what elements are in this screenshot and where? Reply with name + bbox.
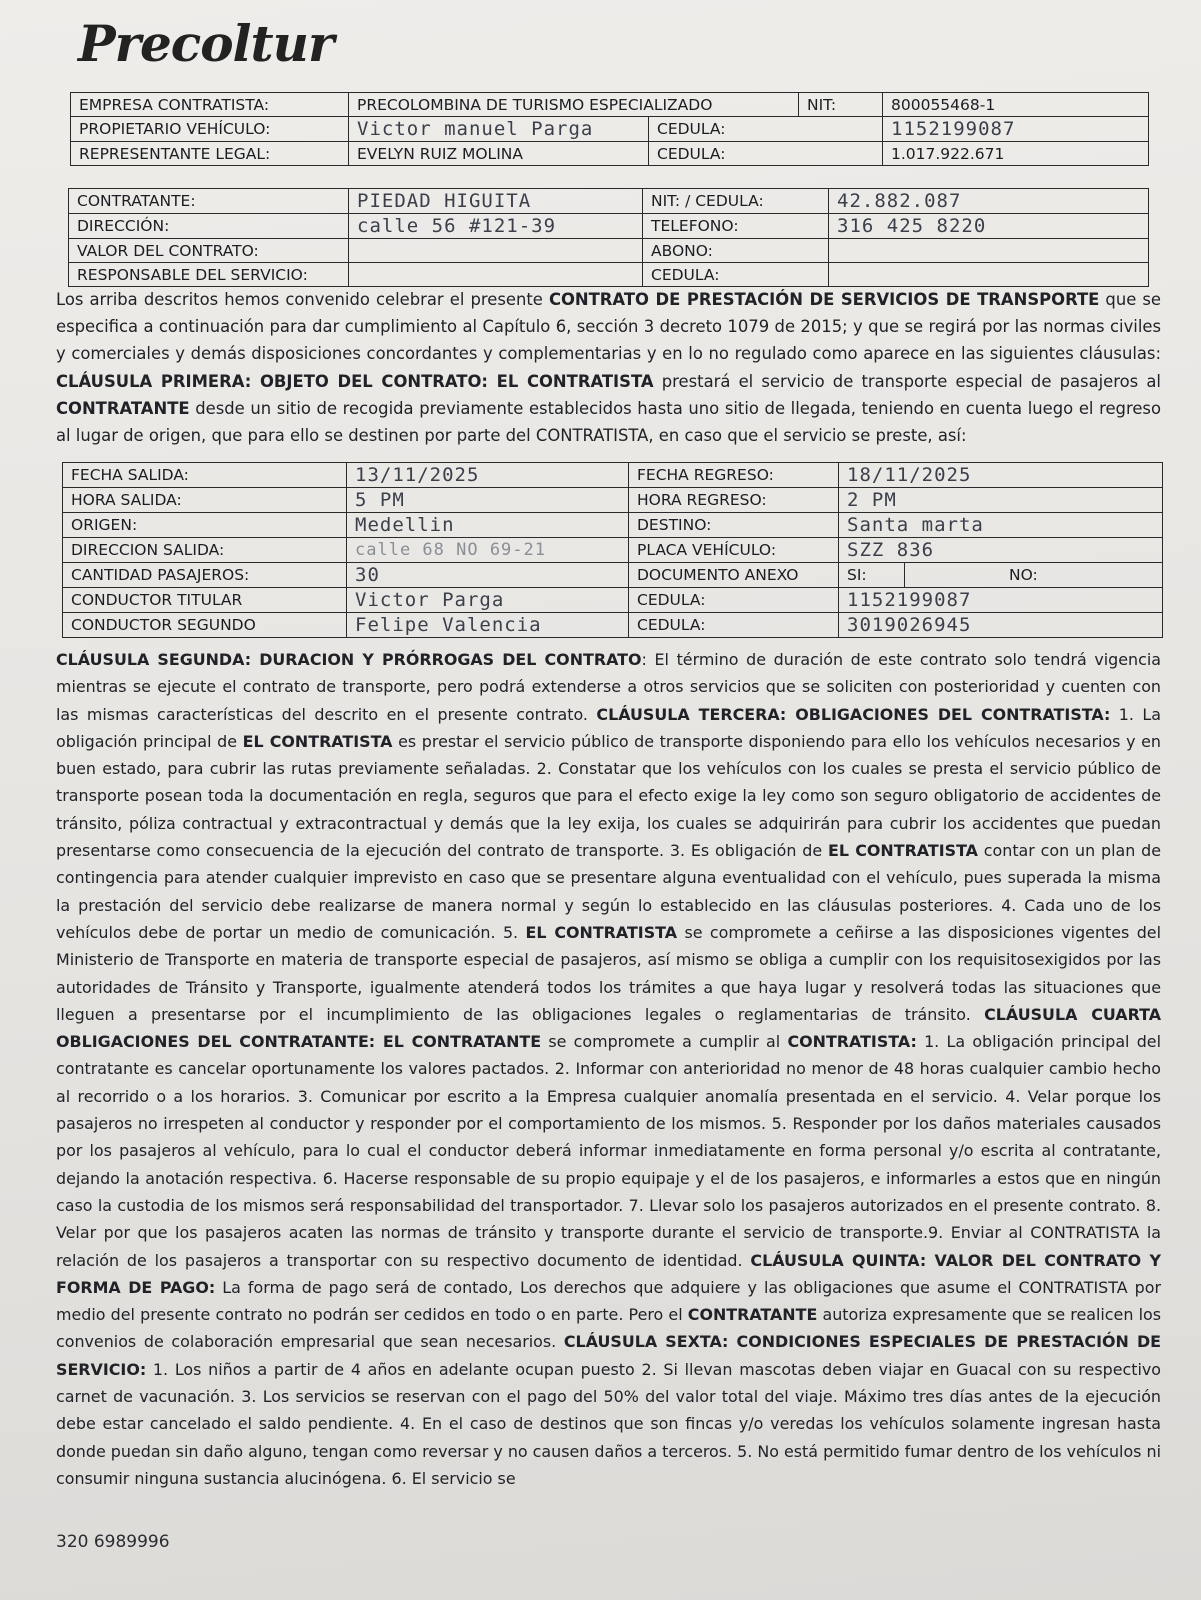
hora-salida-label: HORA SALIDA:: [63, 488, 347, 513]
cantidad-label: CANTIDAD PASAJEROS:: [63, 563, 347, 588]
footer-phone: 320 6989996: [56, 1532, 170, 1552]
contratante-label: CONTRATANTE:: [69, 189, 349, 214]
placa-label: PLACA VEHÍCULO:: [629, 538, 839, 563]
fecha-regreso-value: 18/11/2025: [839, 463, 1163, 488]
conductor-titular-label: CONDUCTOR TITULAR: [63, 588, 347, 613]
empresa-label: EMPRESA CONTRATISTA:: [71, 93, 349, 117]
origen-value: Medellin: [347, 513, 629, 538]
representante-value: EVELYN RUIZ MOLINA: [349, 142, 649, 166]
intro-paragraph: Los arriba descritos hemos convenido celebrar el presente CONTRATO DE PRESTACIÓN DE SERVICIOS DE TRANSPORTE que se especifica a continuación para dar cumplimiento al Capítulo 6, sección 3 decreto 1079 de 2015; y que se regirá por las normas civiles y comerciales y demás disposiciones concordantes y complementarias y en lo no regulado como aparece en las siguientes cláusulas: CLÁUSULA PRIMERA: OBJETO DEL CONTRATO: EL CONTRATISTA prestará el servicio de transporte especial de pasajeros al CONTRATANTE desde un sitio de recogida previamente establecidos hasta uno sitio de llegada, teniendo en cuenta luego el regreso al lugar de origen, que para ello se destinen por parte del CONTRATISTA, en caso que el servicio se preste, así:: [56, 290, 1162, 446]
nit-cedula-value: 42.882.087: [829, 189, 1149, 214]
placa-value: SZZ 836: [839, 538, 1163, 563]
clause-4-title: CLÁUSULA CUARTA OBLIGACIONES DEL CONTRATANTE: EL CONTRATANTE: [56, 1004, 1162, 1052]
representante-label: REPRESENTANTE LEGAL:: [71, 142, 349, 166]
clause-5-title: CLÁUSULA QUINTA: VALOR DEL CONTRATO Y FORMA DE PAGO:: [56, 1250, 1161, 1297]
hora-regreso-value: 2 PM: [839, 488, 1163, 513]
destino-value: Santa marta: [839, 513, 1163, 538]
telefono-value: 316 425 8220: [829, 214, 1149, 239]
destino-label: DESTINO:: [629, 513, 839, 538]
conductor-titular-value: Victor Parga: [347, 588, 629, 613]
company-table: [70, 92, 1149, 166]
direccion-label: DIRECCIÓN:: [69, 214, 349, 239]
conductor-titular-cedula-label: CEDULA:: [629, 588, 839, 613]
abono-value: [829, 239, 1149, 263]
representante-cedula-value: 1.017.922.671: [883, 142, 1149, 166]
trip-table: [62, 462, 1163, 638]
direccion-salida-label: DIRECCION SALIDA:: [63, 538, 347, 563]
company-logo: Precoltur: [78, 14, 334, 73]
clause-3-title: CLÁUSULA TERCERA: OBLIGACIONES DEL CONTRATISTA:: [596, 704, 1111, 724]
si-label: SI:: [839, 563, 905, 588]
fecha-salida-value: 13/11/2025: [347, 463, 629, 488]
no-label: NO:: [905, 563, 1163, 588]
fecha-salida-label: FECHA SALIDA:: [63, 463, 347, 488]
fecha-regreso-label: FECHA REGRESO:: [629, 463, 839, 488]
empresa-value: PRECOLOMBINA DE TURISMO ESPECIALIZADO: [349, 93, 799, 117]
hora-regreso-label: HORA REGRESO:: [629, 488, 839, 513]
propietario-label: PROPIETARIO VEHÍCULO:: [71, 117, 349, 142]
conductor-segundo-cedula-value: 3019026945: [839, 613, 1163, 638]
conductor-segundo-cedula-label: CEDULA:: [629, 613, 839, 638]
representante-cedula-label: CEDULA:: [649, 142, 883, 166]
valor-contrato-label: VALOR DEL CONTRATO:: [69, 239, 349, 263]
propietario-cedula-value: 1152199087: [883, 117, 1149, 142]
contratante-table: [68, 188, 1149, 287]
conductor-titular-cedula-value: 1152199087: [839, 588, 1163, 613]
nit-value: 800055468-1: [883, 93, 1149, 117]
propietario-cedula-label: CEDULA:: [649, 117, 883, 142]
abono-label: ABONO:: [643, 239, 829, 263]
direccion-value: calle 56 #121-39: [349, 214, 643, 239]
clause-1-title: CLÁUSULA PRIMERA: OBJETO DEL CONTRATO: EL CONTRATISTA: [56, 371, 654, 391]
hora-salida-value: 5 PM: [347, 488, 629, 513]
clause-6-title: CLÁUSULA SEXTA: CONDICIONES ESPECIALES DE PRESTACIÓN DE SERVICIO:: [56, 1332, 1161, 1379]
direccion-salida-value: calle 68 NO 69-21: [347, 538, 629, 563]
valor-contrato-value: [349, 239, 643, 263]
propietario-value: Victor manuel Parga: [349, 117, 649, 142]
responsable-label: RESPONSABLE DEL SERVICIO:: [69, 263, 349, 287]
telefono-label: TELEFONO:: [643, 214, 829, 239]
clauses-paragraph: CLÁUSULA SEGUNDA: DURACION Y PRÓRROGAS DEL CONTRATO: El término de duración de este contrato solo tendrá vigencia mientras se ejecute el contrato de transporte, pero podrá extenderse a otros servicios que se soliciten con posterioridad y cuenten con las mismas características del descrito en el presente contrato. CLÁUSULA TERCERA: OBLIGACIONES DEL CONTRATISTA: 1. La obligación principal de EL CONTRATISTA es prestar el servicio público de transporte disponiendo para ello los vehículos necesarios y en buen estado, para cubrir las rutas previamente señaladas. 2. Constatar que los vehículos con los cuales se presta el servicio público de transporte posean toda la documentación en regla, seguros que para el efecto exige la ley como son seguro obligatorio de accidentes de tránsito, póliza contractual y extracontractual y demás que la ley exija, los cuales se adquirirán para cubrir los accidentes que puedan presentarse como consecuencia de la ejecución del contrato de transporte. 3. Es obligación de EL CONTRATISTA contar con un plan de contingencia para atender cualquier imprevisto en caso que se presentare alguna eventualidad con el vehículo, pues superada la misma la prestación del servicio debe realizarse de manera normal y según lo establecido en las cláusulas posteriores. 4. Cada uno de los vehículos debe de portar un medio de comunicación. 5. EL CONTRATISTA se compromete a ceñirse a las disposiciones vigentes del Ministerio de Transporte en materia de transporte especial de pasajeros, así mismo se obliga a cumplir con los requisitosexigidos por las autoridades de Tránsito y Transporte, igualmente atenderá todos los trámites a que haya lugar y resolverá todas las situaciones que lleguen a presentarse por el incumplimiento de las obligaciones legales o reglamentarias de tránsito. CLÁUSULA CUARTA OBLIGACIONES DEL CONTRATANTE: EL CONTRATANTE se compromete a cumplir al CONTRATISTA: 1. La obligación principal del contratante es cancelar oportunamente los valores pactados. 2. Informar con anterioridad no menor de 48 horas cualquier cambio hecho al recorrido o a los horarios. 3. Comunicar por escrito a la Empresa cualquier anomalía presentada en el servicio. 4. Velar porque los pasajeros no irrespeten al conductor y responder por el comportamiento de los mismos. 5. Responder por los daños materiales causados por los pasajeros al vehículo, para lo cual el conductor deberá informar inmediatamente en forma personal y/o escrita al contratante, dejando la anotación respectiva. 6. Hacerse responsable de su propio equipaje y el de los pasajeros, e informarles a estos que en ningún caso la custodia de los mismos será responsabilidad del transportador. 7. Llevar solo los pasajeros autorizados en el presente contrato. 8. Velar por que los pasajeros acaten las normas de tránsito y transporte durante el servicio de transporte.9. Enviar al CONTRATISTA la relación de los pasajeros a transportar con su respectivo documento de identidad. CLÁUSULA QUINTA: VALOR DEL CONTRATO Y FORMA DE PAGO: La forma de pago será de contado, Los derechos que adquiere y las obligaciones que asume el CONTRATISTA por medio del presente contrato no podrán ser cedidos en todo o en parte. Pero el CONTRATANTE autoriza expresamente que se realicen los convenios de colaboración empresarial que sean necesarios. CLÁUSULA SEXTA: CONDICIONES ESPECIALES DE PRESTACIÓN DE SERVICIO: 1. Los niños a partir de 4 años en adelante ocupan puesto 2. Si llevan mascotas deben viajar en Guacal con su respectivo carnet de vacunación. 3. Los servicios se reservan con el pago del 50% del valor total del viaje. Máximo tres días antes de la ejecución debe estar cancelado el saldo pendiente. 4. En el caso de destinos que son fincas y/o veredas los vehículos solamente ingresan hasta donde puedan sin daño alguno, tengan como reversar y no causen daños a terceros. 5. No está permitido fumar dentro de los vehículos ni consumir ninguna sustancia alucinógena. 6. El servicio se: [56, 650, 1162, 1488]
contratante-value: PIEDAD HIGUITA: [349, 189, 643, 214]
documento-anexo-label: DOCUMENTO ANEXO: [629, 563, 839, 588]
conductor-segundo-value: Felipe Valencia: [347, 613, 629, 638]
contract-title: CONTRATO DE PRESTACIÓN DE SERVICIOS DE TRANSPORTE: [548, 290, 1100, 309]
responsable-cedula-value: [829, 263, 1149, 287]
nit-cedula-label: NIT: / CEDULA:: [643, 189, 829, 214]
cantidad-value: 30: [347, 563, 629, 588]
responsable-value: [349, 263, 643, 287]
origen-label: ORIGEN:: [63, 513, 347, 538]
responsable-cedula-label: CEDULA:: [643, 263, 829, 287]
conductor-segundo-label: CONDUCTOR SEGUNDO: [63, 613, 347, 638]
clause-2-title: CLÁUSULA SEGUNDA: DURACION Y PRÓRROGAS DEL CONTRATO: [56, 650, 642, 669]
nit-label: NIT:: [799, 93, 883, 117]
